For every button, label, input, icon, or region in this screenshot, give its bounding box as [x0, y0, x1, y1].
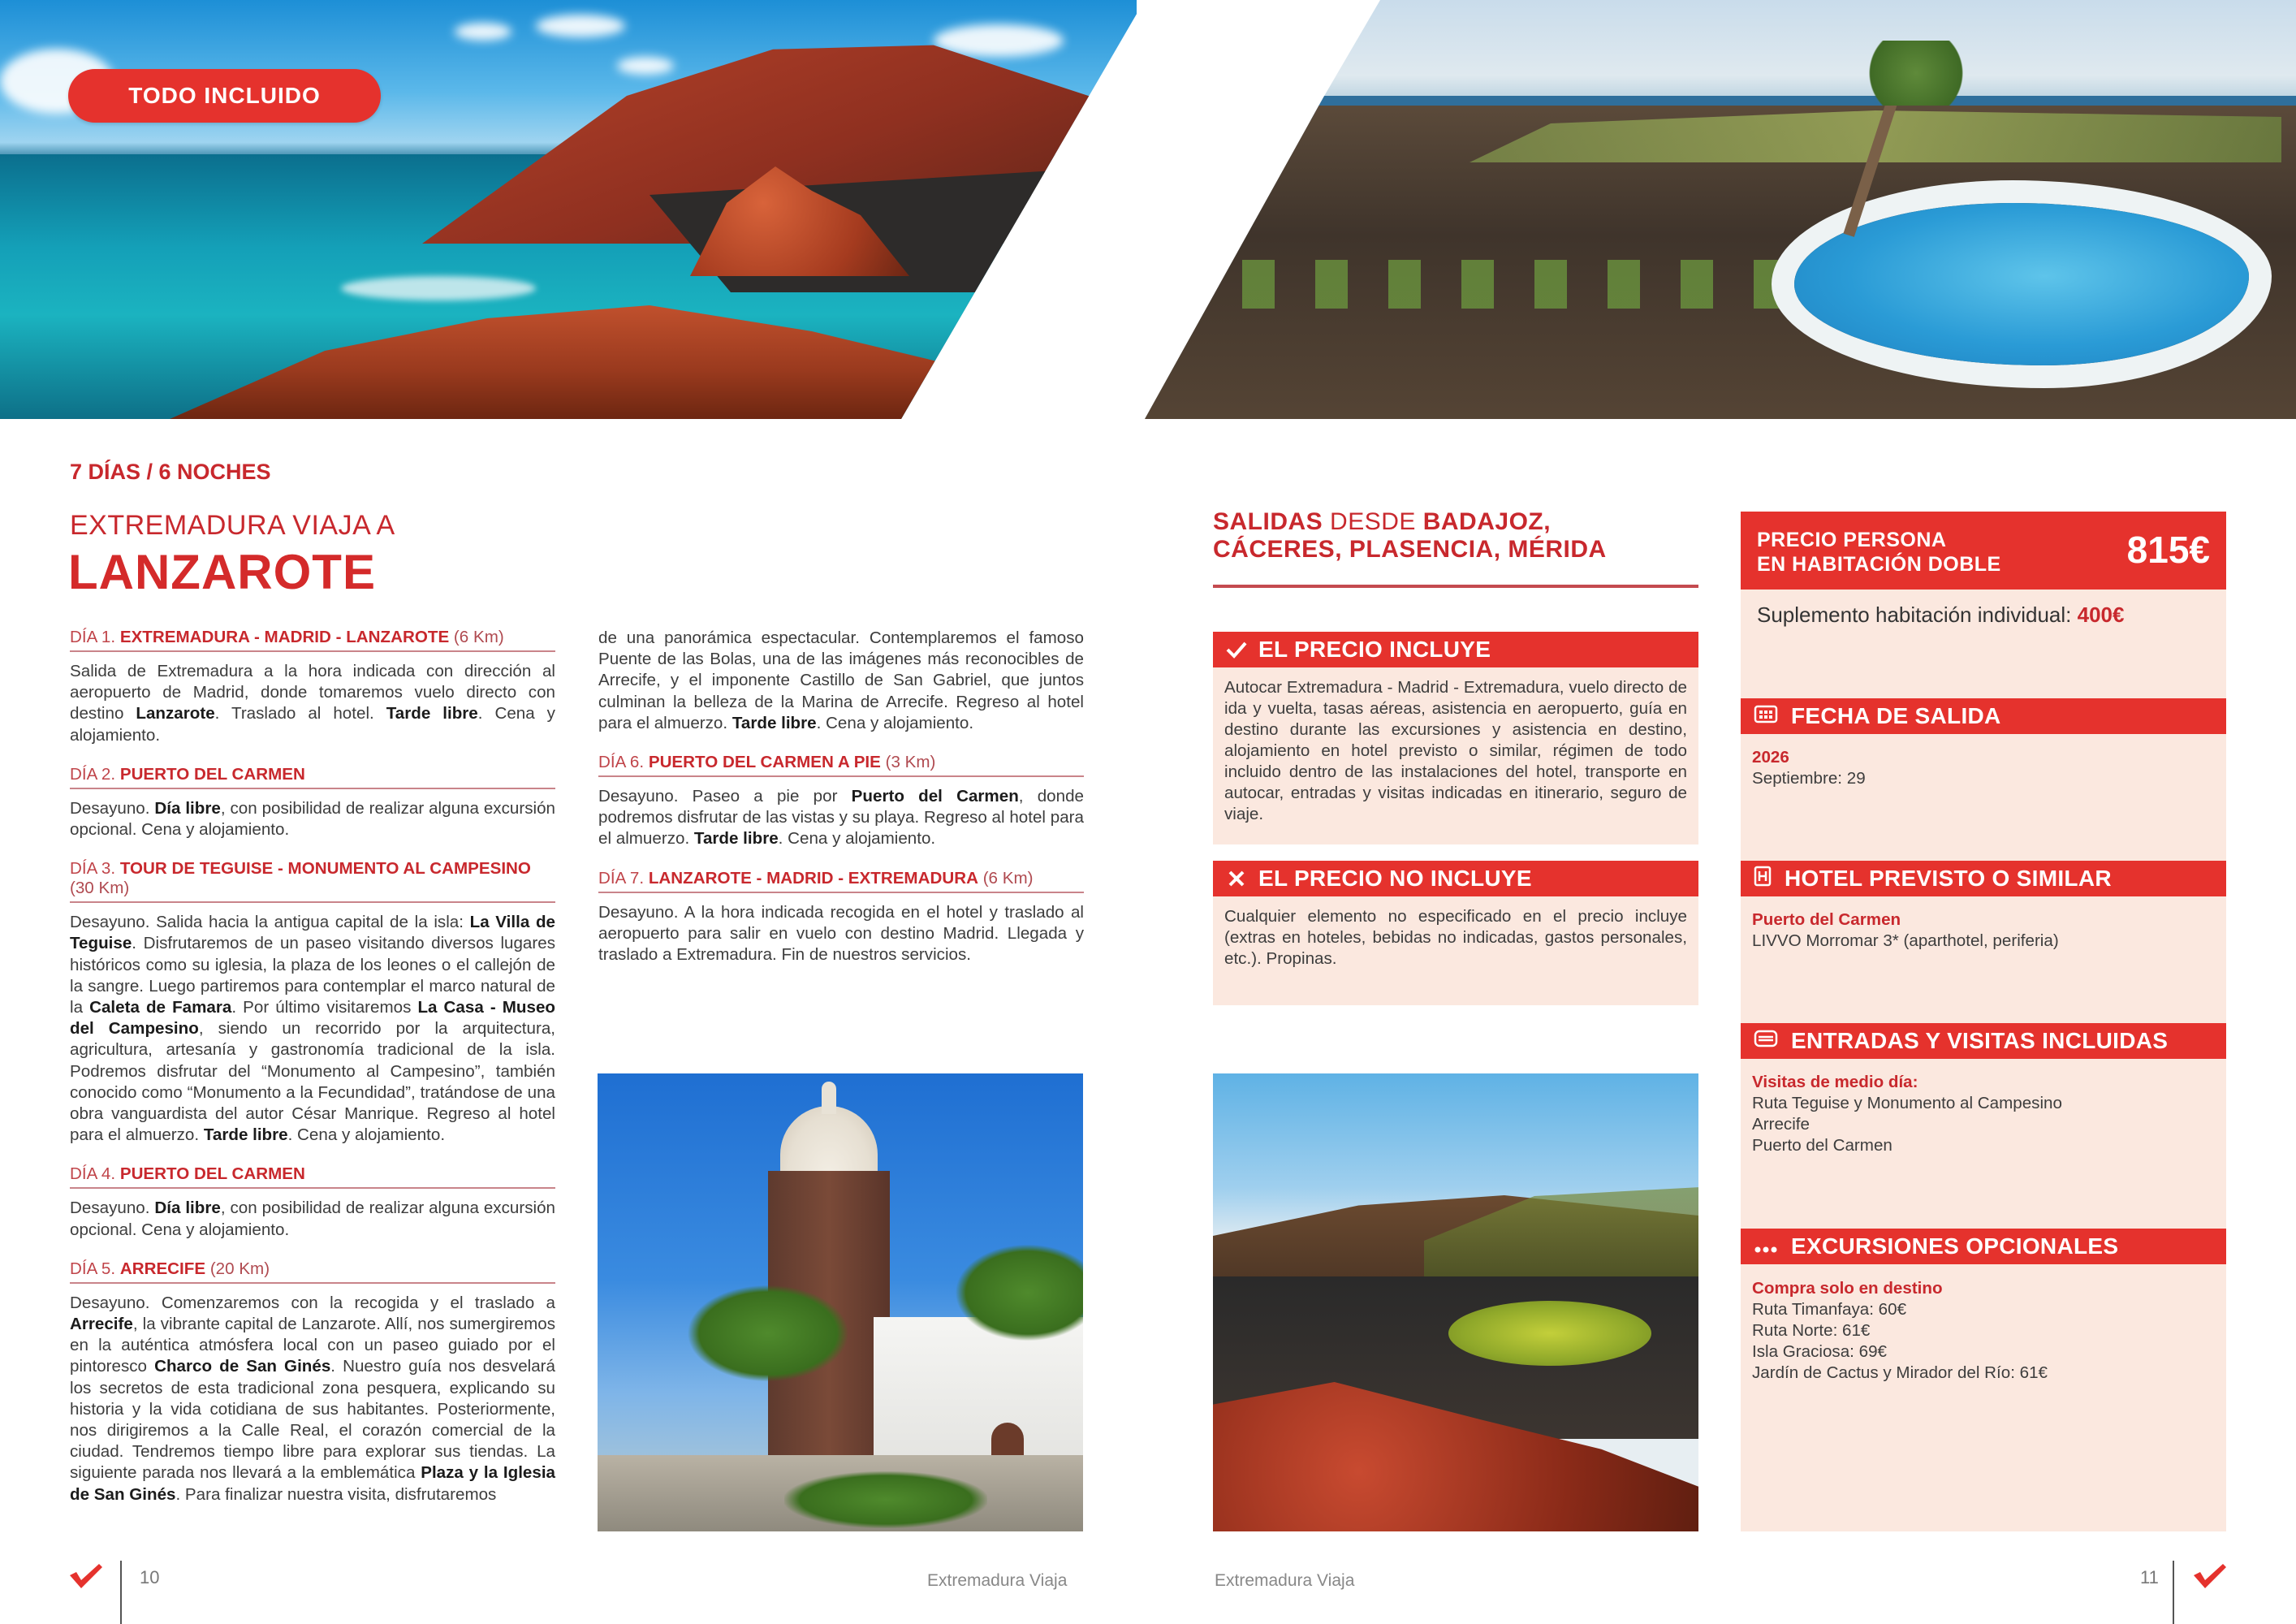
day-number: DÍA 5. — [70, 1259, 116, 1278]
body-text: . Para finalizar nuestra visita, disfrutaremos — [175, 1484, 497, 1504]
hotel-body — [1752, 909, 2215, 952]
day-description — [70, 661, 555, 746]
hero-photo-el-golfo — [0, 0, 1137, 419]
day-title: EXTREMADURA - MADRID - LANZAROTE — [119, 628, 450, 646]
body-text: Salida de Extremadura a la hora indicada con dirección al aeropuerto de Madrid, donde tomaremos vuelo directo con destino — [70, 662, 555, 723]
price-label-line-2: EN HABITACIÓN DOBLE — [1757, 553, 2001, 576]
body-text: . Cena y alojamiento. — [778, 829, 936, 849]
single-supplement-value: 400€ — [2077, 603, 2125, 627]
price-excludes-text: Cualquier elemento no especificado en el precio incluye (extras en hoteles, bebidas no indicadas, gastos personales, etc.). Propinas. — [1224, 907, 1687, 968]
day-title: LANZAROTE - MADRID - EXTREMADURA — [648, 868, 978, 888]
highlighted-text: Charco de San Ginés — [154, 1357, 331, 1376]
body-text: de una panorámica espectacular. Contemplaremos el famoso Puente de las Bolas, una de las imágenes más reconocibles de Arrecife, y el imponente Castillo de San Gabriel, que juntos culminan la belleza de la Marina de Arrecife. Regreso al hotel para el almuerzo. — [598, 628, 1084, 732]
day-title: TOUR DE TEGUISE - MONUMENTO AL CAMPESINO — [119, 859, 531, 879]
highlighted-text: Puerto del Carmen — [851, 787, 1019, 806]
price-includes-text: Autocar Extremadura - Madrid - Extremadura, vuelo directo de ida y vuelta, tasas aéreas, asistencia en aeropuerto, guía en destino durante las excursiones y asistencia en destino, alojamiento en hotel previsto o similar, régimen de todo incluido dentro de las instalaciones del hotel, transporte en autocar, entradas y visitas indicadas en itinerario, seguro de viaje. — [1224, 678, 1687, 823]
body-text: Desayuno. A la hora indicada recogida en el hotel y traslado al aeropuerto para salir en vuelo con destino Madrid. Llegada y traslado a Extremadura. Fin de nuestros servicios. — [598, 902, 1084, 965]
body-text: . Nuestro guía nos desvelará los secretos de esta tradicional zona pesquera, explicando su historia y la vida cotidiana de sus habitantes. Posteriormente, nos dirigiremos a la Calle Real, el corazón comercial de la ciudad. Tendremos tiempo libre para explorar sus tiendas. La siguiente parada nos llevará a la emblemática — [70, 1357, 555, 1483]
day-title: PUERTO DEL CARMEN — [119, 764, 305, 784]
hotel-header — [1741, 861, 2226, 896]
price-amount: 815€ — [2126, 529, 2210, 571]
highlighted-text: Tarde libre — [203, 1125, 288, 1145]
optional-excursions-body — [1752, 1278, 2215, 1384]
highlighted-text: La Villa de Teguise — [70, 913, 555, 953]
departure-date-header — [1741, 698, 2226, 734]
highlighted-text: Arrecife — [70, 1315, 133, 1334]
single-supplement — [1757, 603, 2124, 628]
price-includes-header — [1213, 632, 1698, 667]
footer-brand-left: Extremadura Viaja — [927, 1571, 1068, 1590]
hero-photo-jameos-del-agua — [1145, 0, 2296, 419]
body-text: , con posibilidad de realizar alguna excursión opcional. Cena y alojamiento. — [70, 1199, 555, 1239]
day-number: DÍA 6. — [598, 753, 645, 772]
departures-word-salidas: SALIDAS — [1213, 508, 1323, 535]
body-text: Desayuno. — [70, 798, 155, 818]
day-heading — [70, 1164, 555, 1189]
hotel-title: HOTEL PREVISTO O SIMILAR — [1785, 866, 2112, 891]
day-5-continued — [598, 628, 1084, 734]
tickets-visits-header — [1741, 1023, 2226, 1059]
purchase-at-destination-label: Compra solo en destino — [1752, 1279, 1943, 1298]
x-icon — [1226, 868, 1247, 889]
body-text: Desayuno. — [70, 1199, 155, 1218]
day-number: DÍA 7. — [598, 868, 645, 888]
departures-word-desde: DESDE — [1323, 508, 1423, 535]
body-text: . Cena y alojamiento. — [70, 704, 555, 745]
day-description — [70, 912, 555, 1146]
day-number: DÍA 1. — [70, 628, 116, 646]
body-text: . Cena y alojamiento. — [287, 1125, 446, 1145]
tickets-visits-body — [1752, 1072, 2215, 1156]
footer-divider — [2173, 1561, 2174, 1624]
footer-brand-right: Extremadura Viaja — [1215, 1571, 1355, 1590]
departures-cities: CÁCERES, PLASENCIA, MÉRIDA — [1213, 536, 1607, 563]
body-text: , la vibrante capital de Lanzarote. Allí, nos sumergiremos en la auténtica atmósfera local con un paseo guiado por el pintoresco — [70, 1315, 555, 1376]
departure-dates: Septiembre: 29 — [1752, 769, 1866, 788]
visit-item: Arrecife — [1752, 1115, 1810, 1134]
optional-excursions-title: EXCURSIONES OPCIONALES — [1791, 1233, 2119, 1259]
day-heading — [70, 859, 555, 903]
day-description — [70, 1293, 555, 1505]
body-text: . Por último visitaremos — [231, 998, 418, 1017]
visit-item: Ruta Teguise y Monumento al Campesino — [1752, 1094, 2062, 1112]
body-text: Desayuno. Comenzaremos con la recogida y el traslado a — [70, 1293, 555, 1312]
hotel-icon — [1754, 866, 1772, 892]
photo-green-lagoon — [1213, 1073, 1698, 1531]
highlighted-text: Caleta de Famara — [89, 998, 232, 1017]
footer-divider — [120, 1561, 122, 1624]
half-day-visits-label: Visitas de medio día: — [1752, 1073, 1918, 1091]
excursion-item: Ruta Norte: 61€ — [1752, 1321, 1871, 1340]
body-text: . Disfrutaremos de un paseo visitando diversos lugares históricos como su iglesia, la plaza de los leones o el callejón de la sangre. Luego partiremos para contemplar el marco natural de la — [70, 934, 555, 1017]
page-number-right: 11 — [2140, 1567, 2159, 1587]
page-title: LANZAROTE — [68, 545, 376, 599]
ticket-icon — [1754, 1028, 1778, 1054]
todo-incluido-badge: TODO INCLUIDO — [68, 69, 381, 123]
excursion-item: Isla Graciosa: 69€ — [1752, 1342, 1887, 1361]
highlighted-text: Lanzarote — [136, 704, 215, 723]
day-distance: (20 Km) — [209, 1259, 270, 1278]
day-heading — [70, 765, 555, 789]
day-heading — [598, 869, 1084, 893]
visit-item: Puerto del Carmen — [1752, 1136, 1892, 1155]
day-title: PUERTO DEL CARMEN — [119, 1164, 305, 1184]
price-label — [1757, 528, 2001, 577]
price-includes-panel — [1213, 632, 1698, 844]
page-subtitle: EXTREMADURA VIAJA A — [70, 510, 395, 541]
excursion-item: Jardín de Cactus y Mirador del Río: 61€ — [1752, 1363, 2048, 1382]
day-distance: (6 Km) — [982, 868, 1034, 888]
day-heading — [598, 753, 1084, 777]
highlighted-text: Tarde libre — [732, 713, 817, 732]
single-supplement-label: Suplemento habitación individual: — [1757, 603, 2078, 627]
day-number: DÍA 2. — [70, 764, 116, 784]
day-description — [598, 786, 1084, 850]
trip-duration: 7 DÍAS / 6 NOCHES — [70, 460, 271, 484]
body-text: . Traslado al hotel. — [214, 704, 386, 723]
day-description — [70, 1198, 555, 1240]
departures-heading — [1213, 508, 1700, 564]
excursion-item: Ruta Timanfaya: 60€ — [1752, 1300, 1907, 1319]
highlighted-text: Tarde libre — [693, 829, 779, 849]
body-text: , donde podremos disfrutar de las vistas y su playa. Regreso al hotel para el almuerzo. — [598, 787, 1084, 849]
price-header — [1741, 512, 2226, 590]
check-icon — [1226, 639, 1247, 660]
highlighted-text: Tarde libre — [386, 704, 478, 723]
departures-city-badajoz: BADAJOZ, — [1422, 508, 1552, 535]
divider — [1213, 585, 1698, 588]
trip-info-sidebar — [1741, 512, 2226, 1531]
departure-year: 2026 — [1752, 748, 1789, 767]
itinerary-column-1 — [70, 628, 555, 1524]
day-number: DÍA 4. — [70, 1164, 116, 1184]
body-text: . Cena y alojamiento. — [816, 713, 974, 732]
price-includes-title: EL PRECIO INCLUYE — [1258, 637, 1491, 662]
body-text: Desayuno. Paseo a pie por — [598, 787, 852, 806]
brand-logo-checkmark-icon — [68, 1562, 104, 1590]
highlighted-text: Día libre — [154, 798, 221, 818]
tickets-visits-title: ENTRADAS Y VISITAS INCLUIDAS — [1791, 1028, 2169, 1053]
day-description — [70, 798, 555, 840]
highlighted-text: Plaza y la Iglesia de San Ginés — [70, 1463, 555, 1504]
price-excludes-title: EL PRECIO NO INCLUYE — [1258, 866, 1532, 891]
departure-date-body — [1752, 747, 2215, 789]
dots-icon — [1754, 1233, 1778, 1259]
day-number: DÍA 3. — [70, 859, 116, 879]
day-distance: (3 Km) — [885, 753, 936, 772]
day-distance: (6 Km) — [453, 628, 504, 646]
highlighted-text: Día libre — [154, 1199, 221, 1218]
photo-teguise-church — [598, 1073, 1083, 1531]
price-excludes-panel — [1213, 861, 1698, 1005]
departure-date-title: FECHA DE SALIDA — [1791, 703, 2001, 728]
highlighted-text: La Casa - Museo del Campesino — [70, 998, 555, 1039]
price-label-line-1: PRECIO PERSONA — [1757, 529, 1947, 551]
day-distance: (30 Km) — [70, 879, 130, 898]
brand-logo-checkmark-icon — [2192, 1562, 2228, 1590]
body-text: Desayuno. Salida hacia la antigua capital de la isla: — [70, 913, 470, 932]
hotel-location: Puerto del Carmen — [1752, 910, 1901, 929]
body-text: , con posibilidad de realizar alguna excursión opcional. Cena y alojamiento. — [70, 798, 555, 840]
day-heading — [70, 1259, 555, 1284]
page-number-left: 10 — [140, 1567, 160, 1587]
optional-excursions-header — [1741, 1229, 2226, 1264]
calendar-icon — [1754, 703, 1778, 729]
hotel-name: LIVVO Morromar 3* (aparthotel, periferia) — [1752, 931, 2059, 950]
day-title: ARRECIFE — [119, 1259, 206, 1278]
price-excludes-header — [1213, 861, 1698, 896]
day-heading — [70, 628, 555, 652]
day-title: PUERTO DEL CARMEN A PIE — [648, 753, 881, 772]
itinerary-column-2 — [598, 628, 1084, 984]
day-description — [598, 902, 1084, 966]
body-text: , siendo un recorrido por la arquitectura, agricultura, artesanía y gastronomía tradicional de la isla. Podremos disfrutar del “Monumento al Campesino”, también conocido como “Monumento a la Fecundidad”, tratándose de una obra vanguardista del autor César Manrique. Regreso al hotel para el almuerzo. — [70, 1019, 556, 1145]
